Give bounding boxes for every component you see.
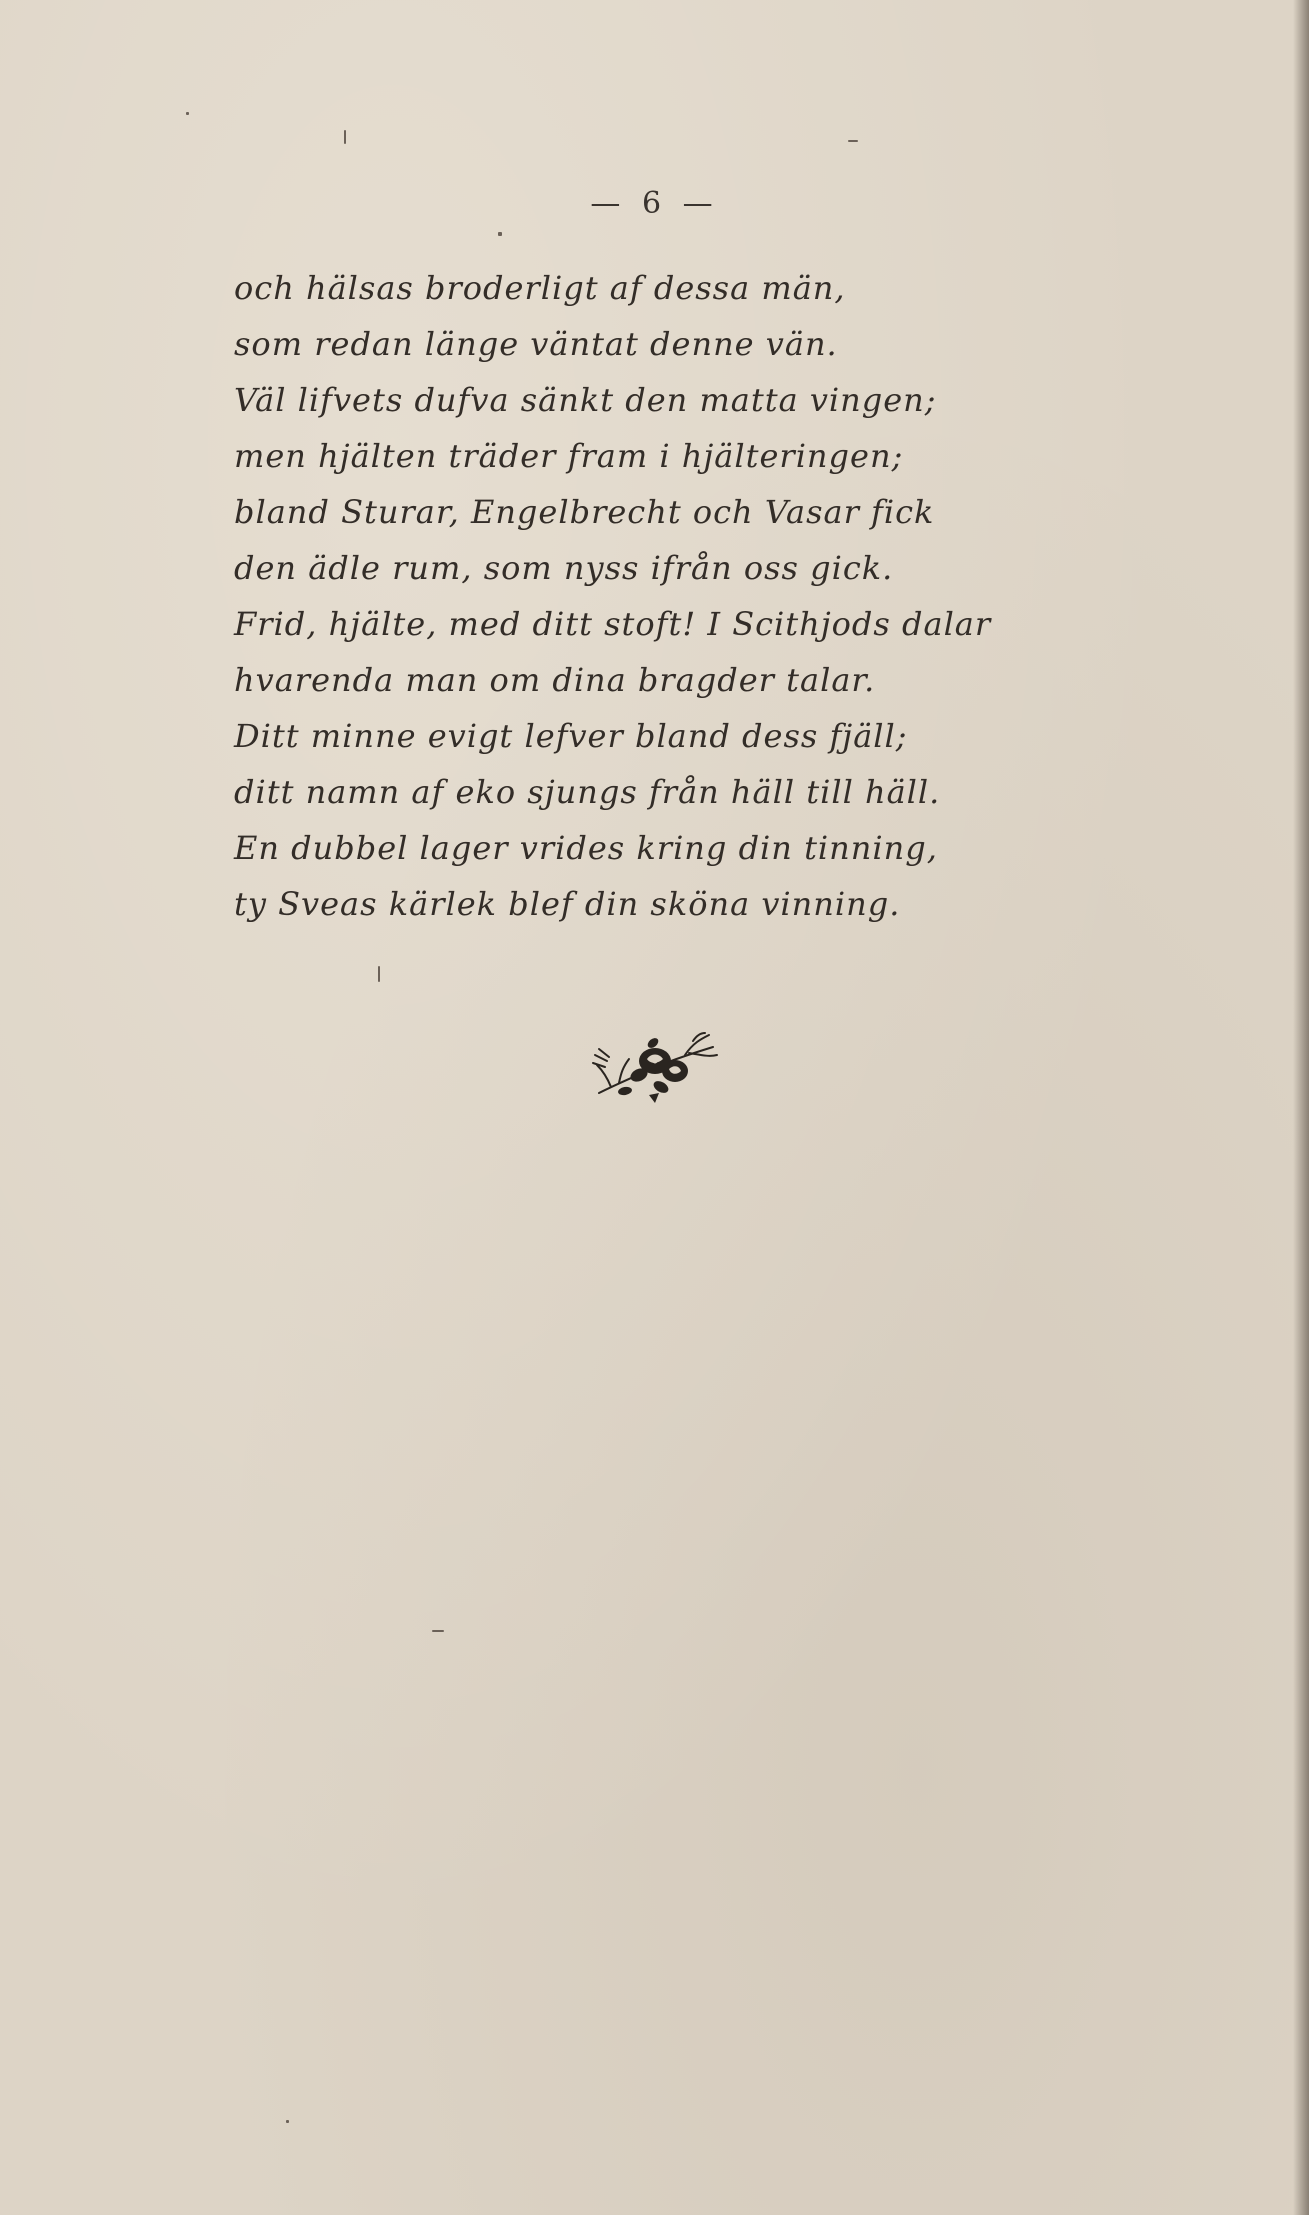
paper-speck (186, 112, 189, 115)
floral-vignette-icon (589, 1025, 721, 1105)
poem-line: men hjälten träder fram i hjälteringen; (234, 437, 904, 475)
poem-line: som redan länge väntat denne vän. (234, 325, 838, 363)
poem-line: Väl lifvets dufva sänkt den matta vingen; (234, 381, 937, 419)
poem-line: En dubbel lager vrides kring din tinning, (234, 829, 938, 867)
poem-text (234, 260, 1054, 932)
paper-speck (498, 232, 502, 236)
poem-line: hvarenda man om dina bragder talar. (234, 661, 876, 699)
paper-speck (432, 1630, 444, 1632)
page-number: — 6 — (590, 186, 719, 221)
poem-line: ty Sveas kärlek blef din sköna vinning. (234, 885, 901, 923)
paper-speck (848, 140, 858, 142)
page-edge-shadow (1293, 0, 1309, 2215)
poem-line: bland Sturar, Engelbrecht och Vasar fick (234, 493, 935, 531)
poem-line: Ditt minne evigt lefver bland dess fjäll; (234, 717, 908, 755)
poem-line: och hälsas broderligt af dessa män, (234, 269, 846, 307)
paper-speck (286, 2120, 289, 2123)
poem-line: Frid, hjälte, med ditt stoft! I Scithjods dalar (234, 605, 992, 643)
poem-line: ditt namn af eko sjungs från häll till häll. (234, 773, 941, 811)
poem-line: den ädle rum, som nyss ifrån oss gick. (234, 549, 894, 587)
paper-speck (378, 966, 380, 982)
paper-speck (344, 130, 346, 144)
